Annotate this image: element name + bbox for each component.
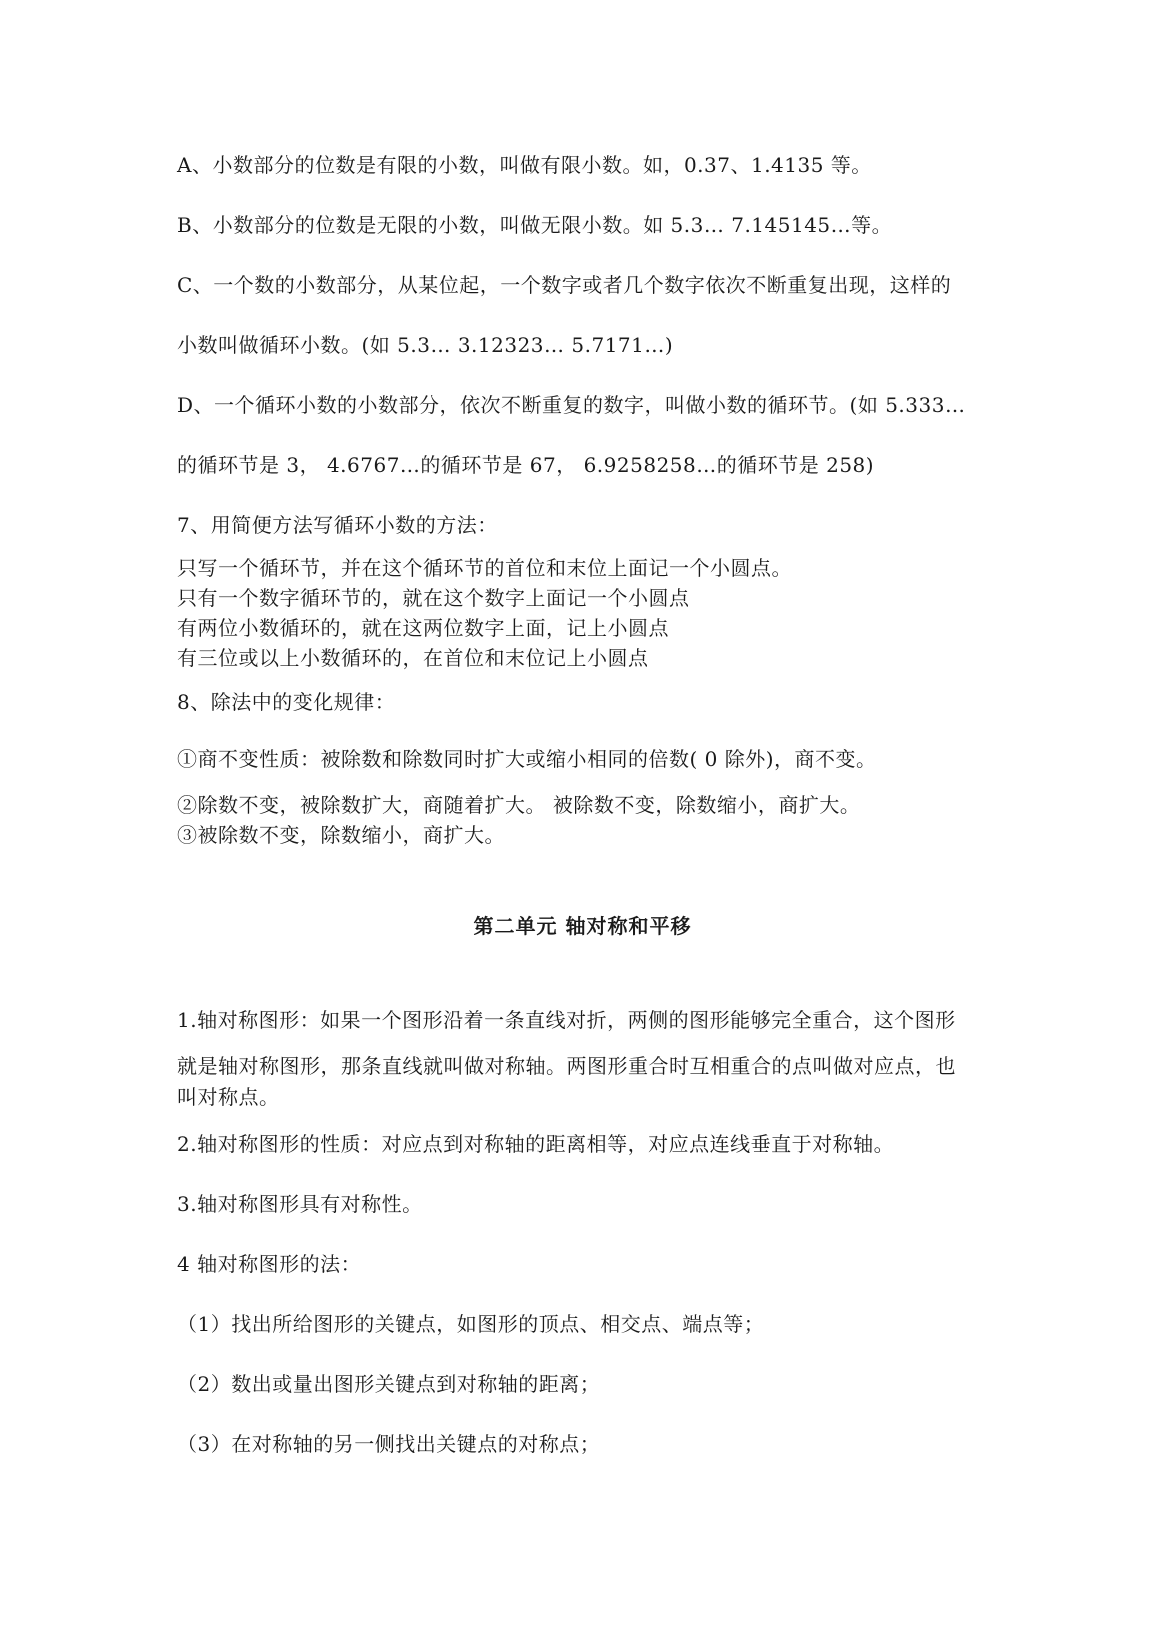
unit2-p1-line3: 叫对称点。 [177, 1085, 280, 1109]
section7-line: 有两位小数循环的，就在这两位数字上面，记上小圆点 [177, 616, 669, 640]
section7-line: 有三位或以上小数循环的，在首位和末位记上小圆点 [177, 646, 649, 670]
unit2-p3: 3.轴对称图形具有对称性。 [177, 1192, 423, 1216]
unit2-p1-line1: 1.轴对称图形：如果一个图形沿着一条直线对折，两侧的图形能够完全重合，这个图形 [177, 1008, 956, 1032]
section8-heading: 8、除法中的变化规律： [177, 690, 396, 714]
unit2-step1: （1）找出所给图形的关键点，如图形的顶点、相交点、端点等； [177, 1312, 765, 1336]
section7-line: 只写一个循环节，并在这个循环节的首位和末位上面记一个小圆点。 [177, 556, 792, 580]
unit2-p2: 2.轴对称图形的性质：对应点到对称轴的距离相等，对应点连线垂直于对称轴。 [177, 1132, 895, 1156]
unit2-step3: （3）在对称轴的另一侧找出关键点的对称点； [177, 1432, 601, 1456]
unit2-p4: 4 轴对称图形的法： [177, 1252, 362, 1276]
section8-rule1: ①商不变性质：被除数和除数同时扩大或缩小相同的倍数( 0 除外)，商不变。 [177, 747, 877, 771]
decimal-definition-a: A、小数部分的位数是有限的小数，叫做有限小数。如，0.37、1.4135 等。 [177, 153, 872, 177]
unit2-p1-line2: 就是轴对称图形，那条直线就叫做对称轴。两图形重合时互相重合的点叫做对应点，也 [177, 1054, 956, 1078]
section7-heading: 7、用简便方法写循环小数的方法： [177, 513, 498, 537]
section8-rule3: ③被除数不变，除数缩小，商扩大。 [177, 823, 505, 847]
unit2-title: 第二单元 轴对称和平移 [473, 914, 692, 938]
decimal-definition-c-line1: C、一个数的小数部分，从某位起，一个数字或者几个数字依次不断重复出现，这样的 [177, 273, 952, 297]
decimal-definition-d-line1: D、一个循环小数的小数部分，依次不断重复的数字，叫做小数的循环节。(如 5.333… [177, 393, 966, 417]
section8-rule2: ②除数不变，被除数扩大，商随着扩大。 被除数不变，除数缩小，商扩大。 [177, 793, 861, 817]
decimal-definition-b: B、小数部分的位数是无限的小数，叫做无限小数。如 5.3… 7.145145…等。 [177, 213, 893, 237]
decimal-definition-d-line2: 的循环节是 3， 4.6767…的循环节是 67， 6.9258258…的循环节是 258) [177, 453, 875, 477]
unit2-step2: （2）数出或量出图形关键点到对称轴的距离； [177, 1372, 601, 1396]
section7-line: 只有一个数字循环节的，就在这个数字上面记一个小圆点 [177, 586, 690, 610]
decimal-definition-c-line2: 小数叫做循环小数。(如 5.3… 3.12323… 5.7171…) [177, 333, 674, 357]
